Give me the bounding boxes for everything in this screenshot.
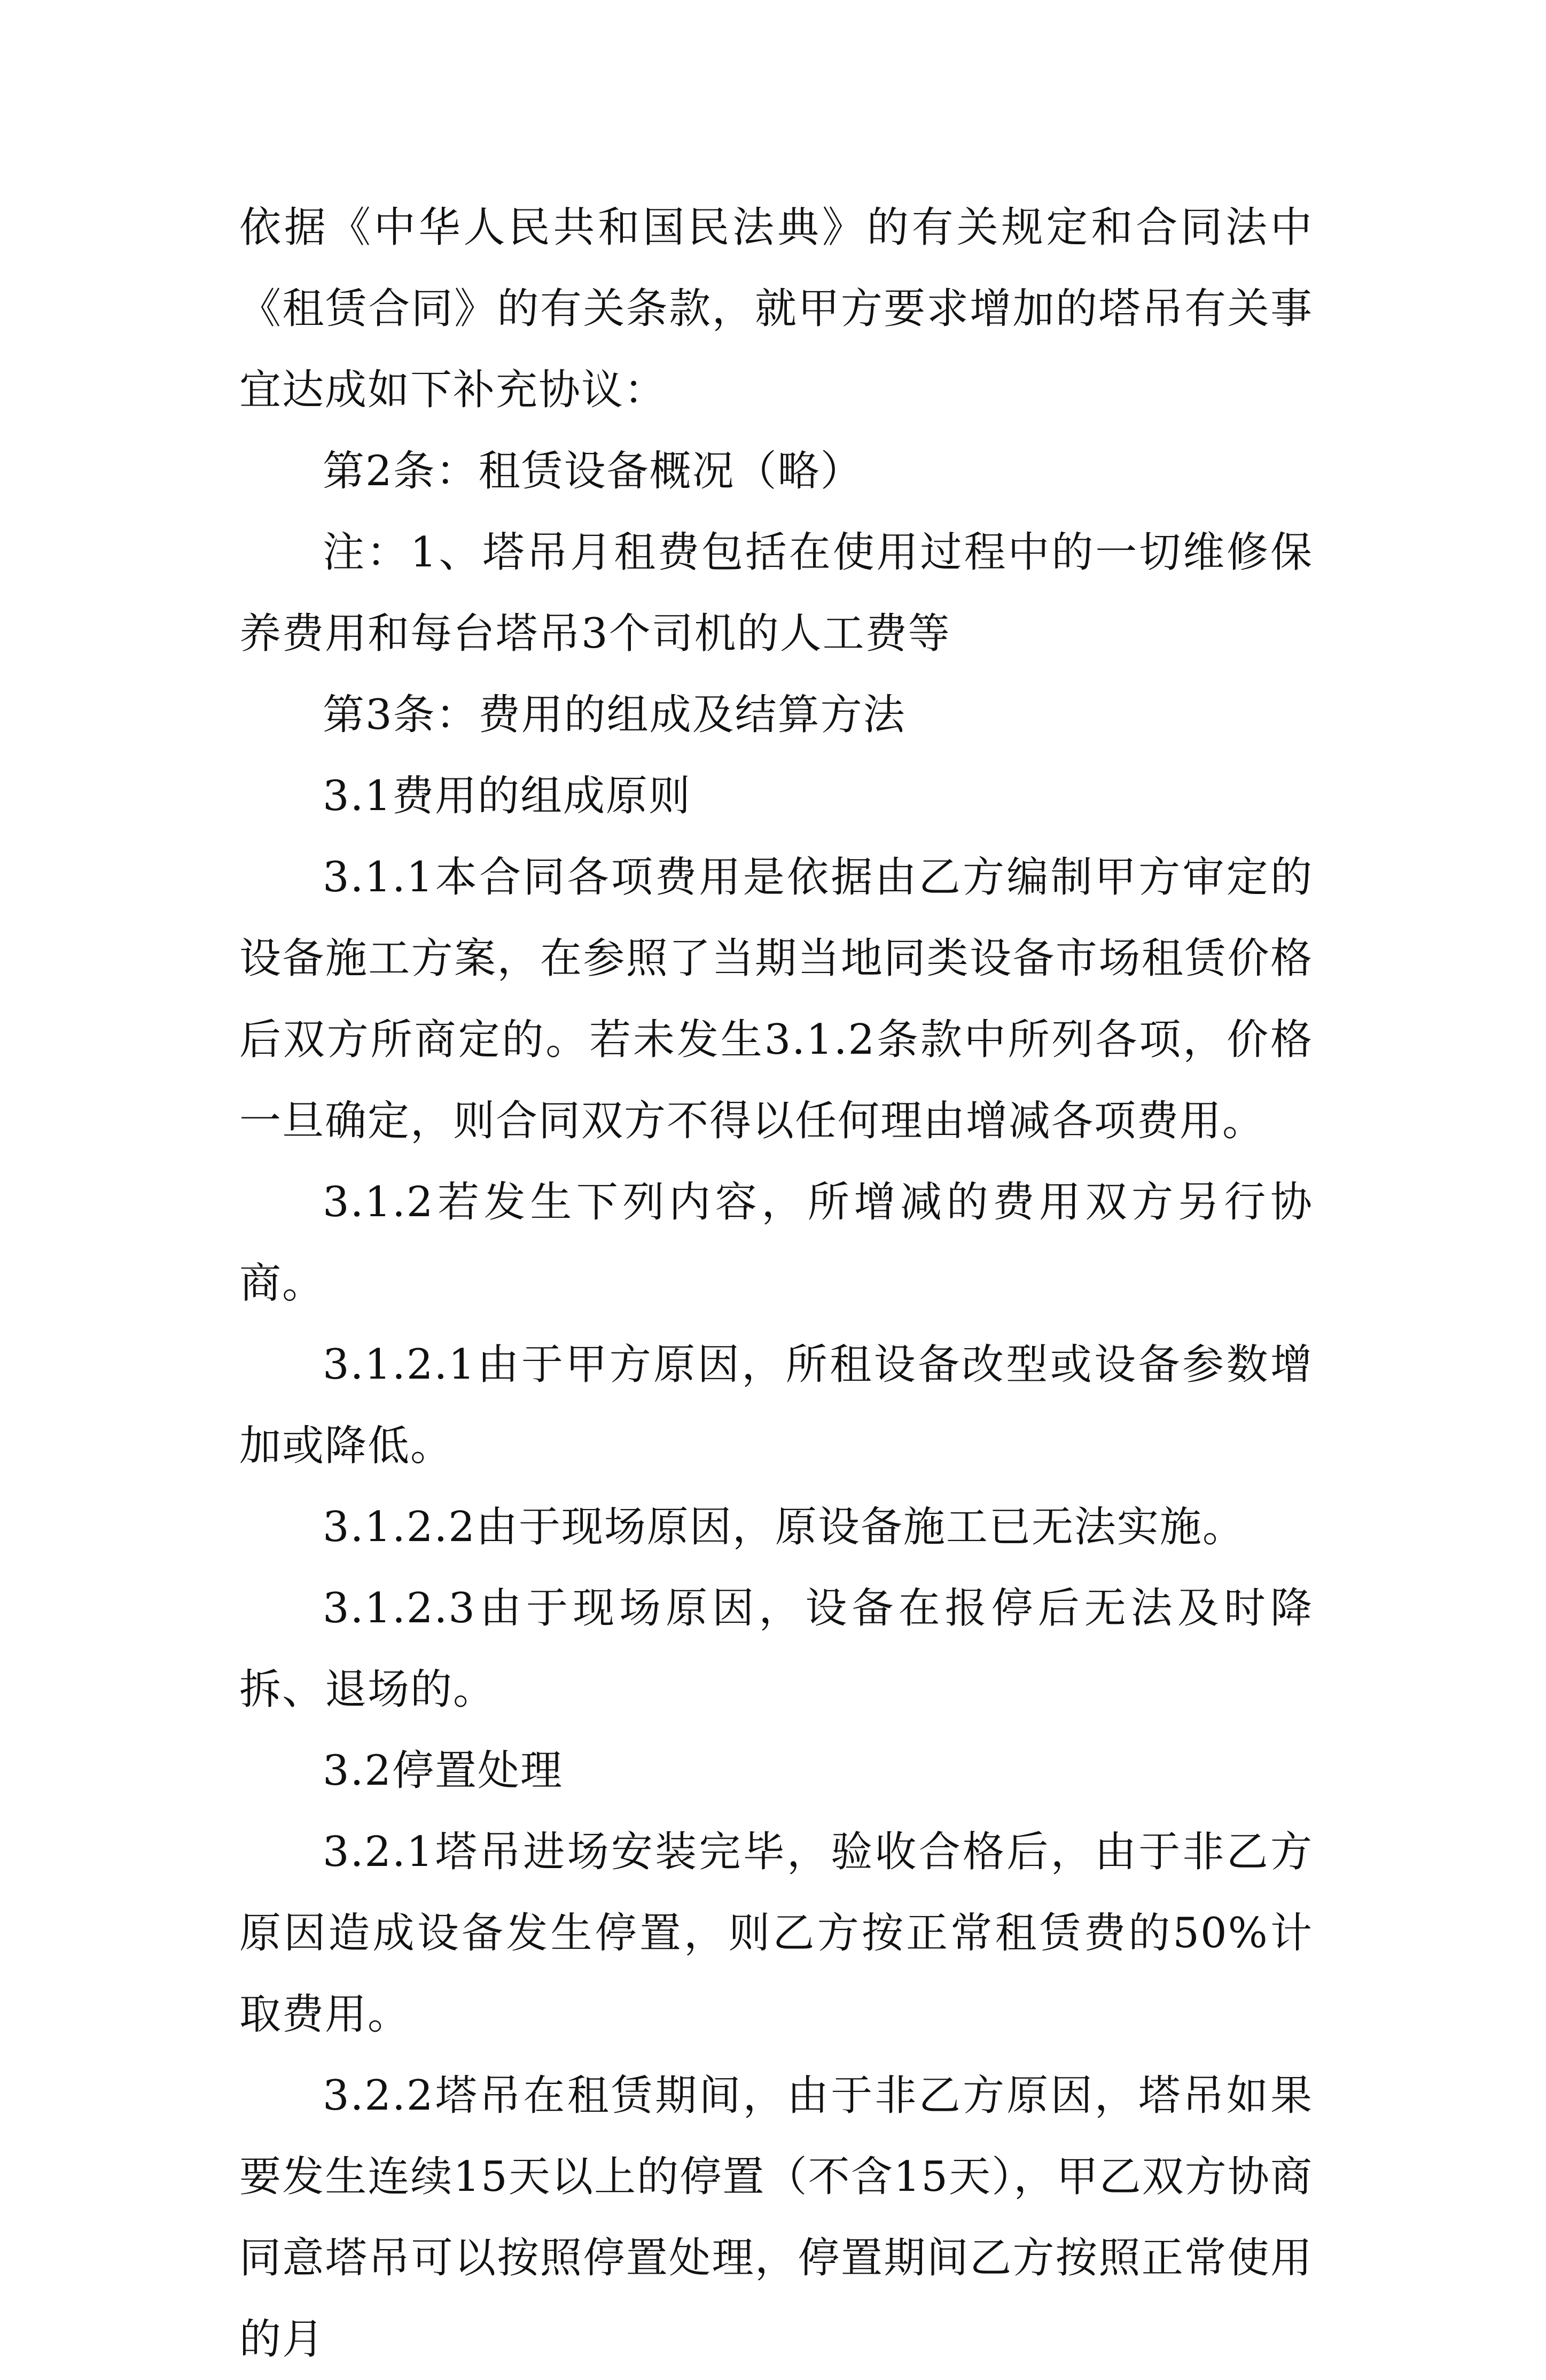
paragraph-3-1-2-2: 3.1.2.2由于现场原因，原设备施工已无法实施。 [323,1503,1245,1551]
paragraph-3-2-2: 3.2.2塔吊在租赁期间，由于非乙方原因，塔吊如果要发生连续15天以上的停置（不含15天），甲乙双方协商同意塔吊可以按照停置处理，停置期间乙方按照正常使用的月 [239,2072,1313,2363]
paragraph-3-1: 3.1费用的组成原则 [323,772,692,820]
paragraph-intro: 依据《中华人民共和国民法典》的有关规定和合同法中《租赁合同》的有关条款，就甲方要求增加的塔吊有关事宜达成如下补充协议： [239,204,1313,414]
paragraph-3-2: 3.2停置处理 [323,1747,564,1795]
paragraph-3-1-2-1: 3.1.2.1由于甲方原因，所租设备改型或设备参数增加或降低。 [239,1341,1313,1470]
paragraph-article-2: 第2条：租赁设备概况（略） [323,447,863,495]
paragraph-3-1-2: 3.1.2若发生下列内容，所增减的费用双方另行协商。 [239,1178,1313,1308]
paragraph-3-1-2-3: 3.1.2.3由于现场原因，设备在报停后无法及时降拆、退场的。 [239,1584,1313,1714]
paragraph-note-1: 注：1、塔吊月租费包括在使用过程中的一切维修保养费用和每台塔吊3个司机的人工费等 [239,528,1313,658]
paragraph-3-1-1: 3.1.1本合同各项费用是依据由乙方编制甲方审定的设备施工方案，在参照了当期当地同类设备市场租赁价格后双方所商定的。若未发生3.1.2条款中所列各项，价格一旦确定，则合同双方不得以任何理由增减各项费用。 [239,853,1313,1145]
paragraph-article-3: 第3条：费用的组成及结算方法 [323,691,906,739]
paragraph-3-2-1: 3.2.1塔吊进场安装完毕，验收合格后，由于非乙方原因造成设备发生停置，则乙方按正常租赁费的50%计取费用。 [239,1828,1313,2039]
document-body [239,187,1313,2380]
